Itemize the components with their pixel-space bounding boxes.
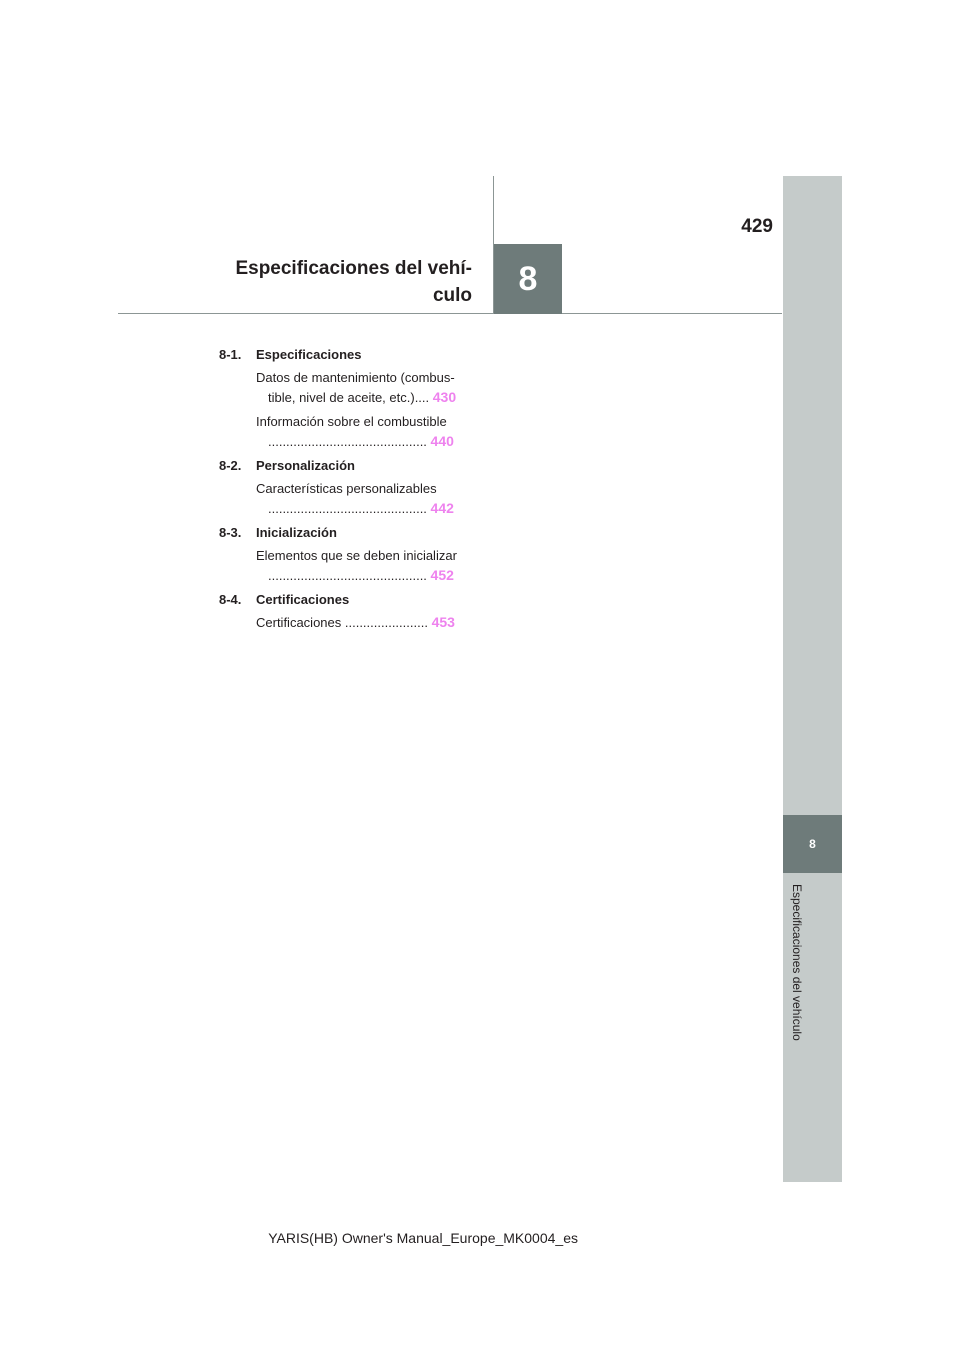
page-number: 429 [741,216,773,237]
side-tab-chapter-number: 8 [783,815,842,873]
toc-section-number: 8-2. [219,458,242,473]
toc-section-heading[interactable] [219,525,337,540]
toc-section-number: 8-4. [219,592,242,607]
toc-entry-line[interactable]: Elementos que se deben inicializar [256,548,457,563]
toc-entry-line[interactable]: Información sobre el combustible [256,414,447,429]
toc-section-title: Especificaciones [256,347,362,362]
toc-entry-line[interactable]: Datos de mantenimiento (combus- [256,370,455,385]
toc-section-title: Inicialización [256,525,337,540]
header-divider-horizontal [118,313,782,314]
toc-page-link[interactable]: 452 [430,567,454,583]
side-tab-chapter-label: Especificaciones del vehículo [790,884,804,1041]
toc-entry-leader: ............................................ [268,501,427,516]
toc-section-number: 8-3. [219,525,242,540]
toc-entry-line[interactable] [268,567,454,583]
toc-page-link[interactable]: 430 [432,389,457,405]
footer-manual-id: YARIS(HB) Owner's Manual_Europe_MK0004_es [268,1230,578,1246]
chapter-title [200,255,472,309]
toc-section-heading[interactable] [219,592,349,607]
toc-entry-leader: ............................................ [268,434,427,449]
toc-entry-line[interactable]: Características personalizables [256,481,437,496]
toc-section-title: Certificaciones [256,592,350,607]
toc-section-title: Personalización [256,458,355,473]
toc-entry-leader: tible, nivel de aceite, etc.).... [268,390,430,405]
toc-entry-leader: Certificaciones ....................... [256,615,428,630]
chapter-number-box: 8 [494,244,562,314]
chapter-title-line: Especificaciones del vehí- [235,258,472,279]
toc-section-number: 8-1. [219,347,242,362]
toc-page-link[interactable]: 453 [431,614,455,630]
toc-entry-line[interactable] [268,433,454,449]
toc-section-heading[interactable] [219,458,355,473]
toc-section-heading[interactable] [219,347,362,362]
toc-page-link[interactable]: 440 [430,433,454,449]
chapter-title-line: culo [432,285,472,306]
toc-entry-leader: ............................................ [268,568,427,583]
toc-page-link[interactable]: 442 [430,500,454,516]
toc-entry-line[interactable] [268,500,454,516]
toc-entry-line[interactable] [256,614,455,630]
toc-entry-line[interactable] [268,389,456,405]
